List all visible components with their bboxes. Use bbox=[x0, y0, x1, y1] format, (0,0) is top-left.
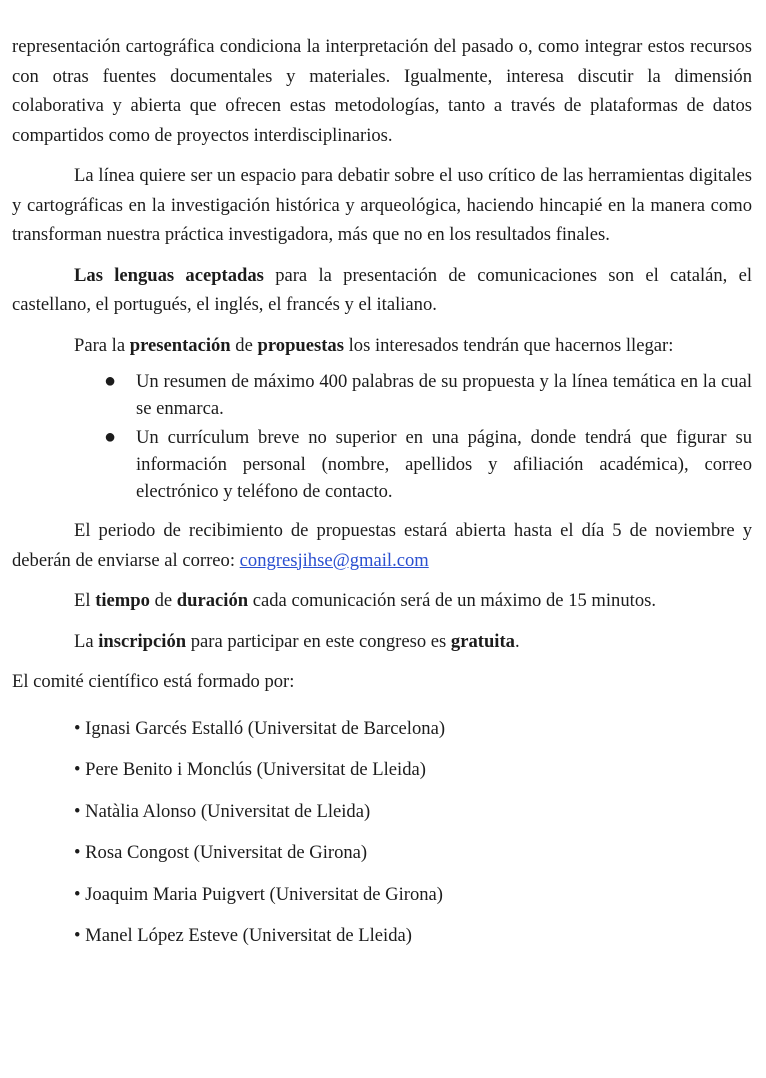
languages-paragraph bbox=[12, 261, 752, 320]
proposals-bold-propuestas: propuestas bbox=[257, 334, 344, 356]
line-paragraph: La línea quiere ser un espacio para debatir sobre el uso crítico de las herramientas digitales y cartográficas en la investigación histórica y arqueológica, haciendo hincapié en la manera como transforman nuestra práctica investigadora, más que no en los resultados finales. bbox=[12, 165, 752, 245]
list-item: • Rosa Congost (Universitat de Girona) bbox=[74, 842, 368, 863]
registration-paragraph bbox=[12, 627, 752, 657]
proposals-mid: de bbox=[230, 334, 258, 356]
requirement-text: Un currículum breve no superior en una página, donde tendrá que figurar su información personal (nombre, apellidos y afiliación académica), correo electrónico y teléfono de contacto. bbox=[136, 427, 752, 502]
deadline-text: El periodo de recibimiento de propuestas estará abierta hasta el día 5 de noviembre y deberán de enviarse al correo: bbox=[12, 520, 752, 571]
proposals-paragraph bbox=[12, 331, 752, 361]
intro-paragraph: representación cartográfica condiciona la interpretación del pasado o, como integrar estos recursos con otras fuentes documentales y materiales. Igualmente, interesa discutir la dimensión colaborativa y abierta que ofrecen estas metodologías, tanto a través de plataformas de datos compartidos como de proyectos interdisciplinarios. bbox=[12, 36, 752, 146]
list-item: • Pere Benito i Monclús (Universitat de Lleida) bbox=[74, 759, 426, 780]
committee-heading: El comité científico está formado por: bbox=[12, 671, 295, 692]
list-item: • Manel López Esteve (Universitat de Lleida) bbox=[74, 925, 412, 946]
proposals-pre: Para la bbox=[74, 334, 130, 356]
deadline-paragraph bbox=[12, 516, 752, 575]
languages-text: para la presentación de comunicaciones son el catalán, el castellano, el portugués, el inglés, el francés y el italiano. bbox=[12, 264, 753, 315]
proposals-bold-presentacion: presentación bbox=[129, 334, 231, 356]
languages-bold: Las lenguas aceptadas bbox=[74, 264, 264, 286]
bullet-icon: ● bbox=[104, 370, 117, 392]
duration-pre: El bbox=[74, 590, 96, 611]
registration-pre: La bbox=[74, 630, 99, 652]
duration-bold-tiempo: tiempo bbox=[95, 590, 150, 611]
proposals-post: los interesados tendrán que hacernos llegar: bbox=[343, 334, 674, 356]
email-link[interactable]: congresjihse@gmail.com bbox=[239, 549, 429, 571]
bullet-icon: ● bbox=[104, 426, 117, 448]
list-item bbox=[12, 424, 752, 505]
list-item: • Ignasi Garcés Estalló (Universitat de Barcelona) bbox=[74, 717, 446, 739]
duration-post: cada comunicación será de un máximo de 15 minutos. bbox=[248, 590, 657, 611]
registration-bold-inscripcion: inscripción bbox=[98, 630, 187, 652]
duration-mid: de bbox=[149, 590, 177, 611]
requirement-text: Un resumen de máximo 400 palabras de su propuesta y la línea temática en la cual se enmarca. bbox=[136, 371, 752, 419]
list-item bbox=[12, 368, 752, 422]
registration-mid: para participar en este congreso es bbox=[186, 630, 451, 652]
list-item: • Joaquim Maria Puigvert (Universitat de Girona) bbox=[74, 883, 443, 905]
requirements-list bbox=[12, 368, 752, 505]
committee-list bbox=[12, 714, 752, 951]
duration-paragraph bbox=[12, 586, 752, 616]
registration-post: . bbox=[514, 630, 520, 652]
registration-bold-gratuita: gratuita bbox=[450, 630, 515, 652]
duration-bold-duracion: duración bbox=[176, 590, 249, 611]
document-page bbox=[12, 32, 752, 963]
list-item: • Natàlia Alonso (Universitat de Lleida) bbox=[74, 800, 371, 822]
